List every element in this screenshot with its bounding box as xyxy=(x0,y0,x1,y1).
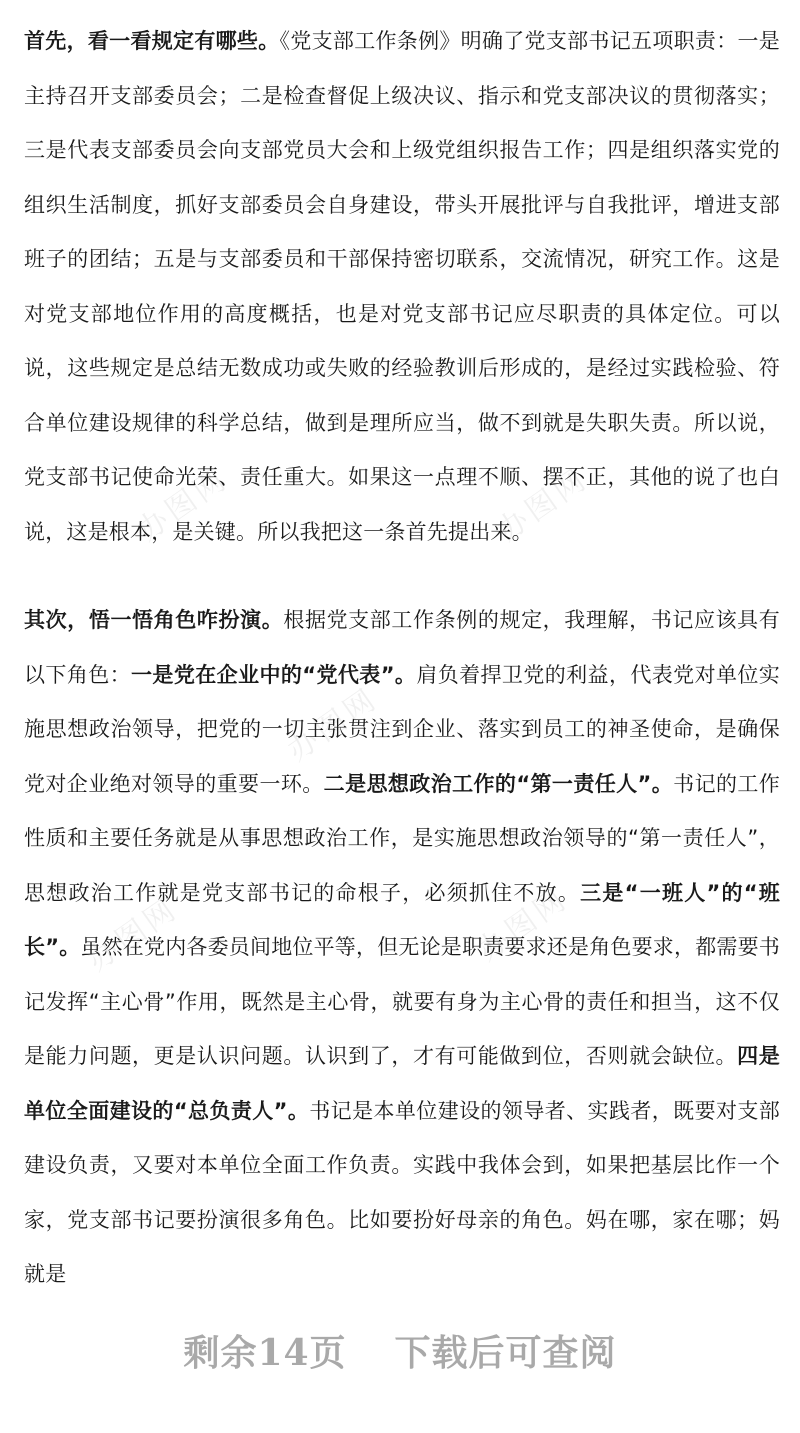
paragraph-first-body: 《党支部工作条例》明确了党支部书记五项职责：一是主持召开支部委员会；二是检查督促上级决议、指示和党支部决议的贯彻落实；三是代表支部委员会向支部党员大会和上级党组织报告工作；四是组织落实党的组织生活制度，抓好支部委员会自身建设，带头开展批评与自我批评，增进支部班子的团结；五是与支部委员和干部保持密切联系，交流情况，研究工作。这是对党支部地位作用的高度概括，也是对党支部书记应尽职责的具体定位。可以说，这些规定是总结无数成功或失败的经验教训后形成的，是经过实践检验、符合单位建设规律的科学总结，做到是理所应当，做不到就是失职失责。所以说，党支部书记使命光荣、责任重大。如果这一点理不顺、摆不正，其他的说了也白说，这是根本，是关键。所以我把这一条首先提出来。 xyxy=(24,29,780,544)
role-heading-3: 三是“一班人”的“班长”。 xyxy=(24,880,780,959)
paragraph-second-lead: 其次，悟一悟角色咋扮演。 xyxy=(24,608,284,632)
paragraph-second-text-2: 肩负着捍卫党的利益，代表党对单位实施思想政治领导，把党的一切主张贯注到企业、落实到员工的神圣使命，是确保党对企业绝对领导的重要一环。 xyxy=(24,662,780,796)
role-heading-1: 一是党在企业中的“党代表”。 xyxy=(131,662,417,687)
paragraph-second-text-3: 书记的工作性质和主要任务就是从事思想政治工作，是实施思想政治领导的“第一责任人”，思想政治工作就是党支部书记的命根子，必须抓住不放。 xyxy=(24,771,780,905)
watermark: 办图网 xyxy=(131,461,235,549)
role-heading-4: 四是单位全面建设的“总负责人”。 xyxy=(24,1044,780,1123)
remaining-pages-label: 剩余14页 xyxy=(183,1332,347,1374)
document-body xyxy=(24,0,780,1302)
watermark: 办图网 xyxy=(281,681,385,769)
paragraph-second-text-4: 虽然在党内各委员间地位平等，但无论是职责要求还是角色要求，都需要书记发挥“主心骨”作用，既然是主心骨，就要有身为主心骨的责任和担当，这不仅是能力问题，更是认识问题。认识到了，才有可能做到位，否则就会缺位。 xyxy=(24,935,781,1068)
download-prompt[interactable] xyxy=(0,1325,800,1376)
download-to-view-label: 下载后可查阅 xyxy=(394,1332,617,1374)
watermark: 办图网 xyxy=(471,881,575,969)
paragraph-second-text-1: 根据党支部工作条例的规定，我理解，书记应该具有以下角色： xyxy=(24,608,780,687)
watermark: 办图网 xyxy=(491,461,595,549)
role-heading-2: 二是思想政治工作的“第一责任人”。 xyxy=(323,771,674,796)
paragraph-first-lead: 首先，看一看规定有哪些。 xyxy=(24,29,280,53)
paragraph-second-text-5: 书记是本单位建设的领导者、实践者，既要对支部建设负责，又要对本单位全面工作负责。实践中我体会到，如果把基层比作一个家，党支部书记要扮演很多角色。比如要扮好母亲的角色。妈在哪，家在哪；妈就是 xyxy=(24,1098,780,1286)
paragraph-first xyxy=(24,0,780,559)
paragraph-second xyxy=(24,593,780,1302)
watermark: 办图网 xyxy=(81,891,185,979)
